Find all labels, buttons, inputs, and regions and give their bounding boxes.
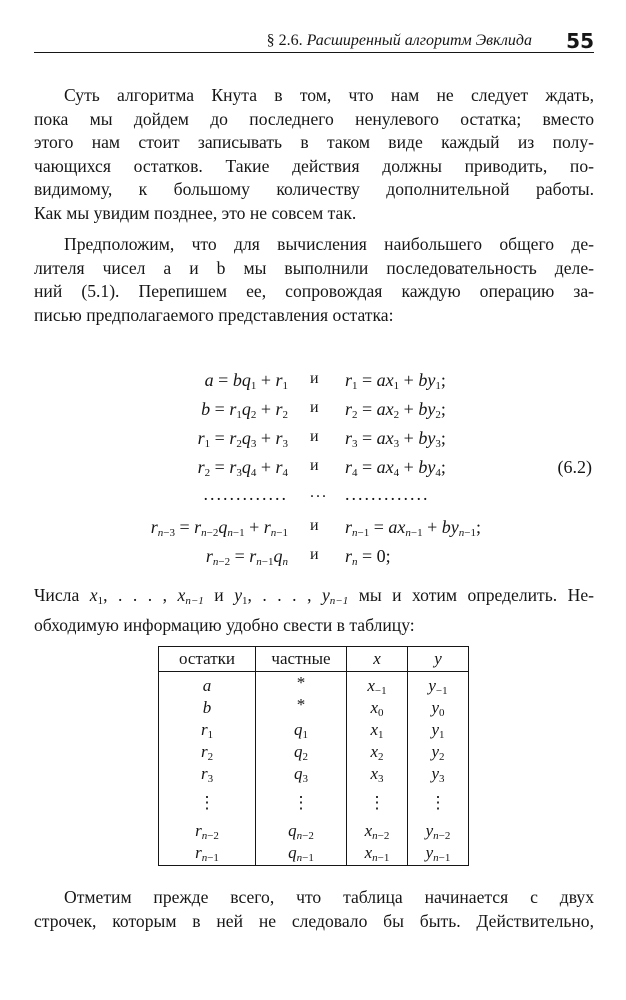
table-row bbox=[159, 697, 469, 719]
cell-vdots: ⋮ bbox=[347, 786, 408, 820]
equation-row bbox=[0, 399, 626, 425]
text-line: Предположим, что для вычисления наибольшего общего де- bbox=[64, 234, 594, 254]
equation-lhs: $b = r_1q_2 + r_2$ bbox=[201, 399, 288, 421]
text-line: Числа $x_1$, . . . , $x_{n-1}$ и $y_1$, . . . , $y_{n-1}$ мы и хотим определить. Не- bbox=[34, 585, 594, 607]
cell-star: * bbox=[256, 697, 347, 719]
text-line: пока мы дойдем до последнего ненулевого остатка; вместо bbox=[34, 108, 594, 129]
text-line: чающихся остатков. Такие действия должны приводить, по- bbox=[34, 155, 594, 176]
and-word: и bbox=[310, 399, 319, 416]
text-line: лителя чисел a и b мы выполнили последовательность деле- bbox=[34, 257, 594, 278]
page-number: 55 bbox=[566, 29, 594, 53]
table-header-row bbox=[159, 647, 469, 672]
equation-lhs: $a = bq_1 + r_1$ bbox=[204, 370, 288, 392]
equation-rhs: $r_2 = ax_2 + by_2$; bbox=[345, 399, 446, 421]
cell: $r_3$ bbox=[159, 764, 256, 786]
paragraph-4 bbox=[34, 886, 594, 933]
equation-rhs: $r_1 = ax_1 + by_1$; bbox=[345, 370, 446, 392]
table-row bbox=[159, 820, 469, 842]
equation-lhs: $r_1 = r_2q_3 + r_3$ bbox=[197, 428, 288, 450]
text-line: Суть алгоритма Кнута в том, что нам не следует ждать, bbox=[64, 85, 594, 105]
table-row bbox=[159, 672, 469, 698]
cell: $y_1$ bbox=[408, 719, 469, 741]
table-row bbox=[159, 719, 469, 741]
cell: $x_1$ bbox=[347, 719, 408, 741]
header-rule bbox=[34, 52, 594, 53]
text-fragment: и bbox=[214, 585, 224, 605]
cell: $y_{n-1}$ bbox=[408, 842, 469, 866]
text-line: ний (5.1). Перепишем ее, сопровождая каждую операцию за- bbox=[34, 281, 594, 302]
cell: b bbox=[159, 697, 256, 719]
cell: $y_3$ bbox=[408, 764, 469, 786]
cell: $x_0$ bbox=[347, 697, 408, 719]
equation-row bbox=[0, 428, 626, 454]
text-fragment: мы и хотим определить. Не- bbox=[358, 585, 594, 605]
cell: $q_3$ bbox=[256, 764, 347, 786]
equation-row bbox=[0, 546, 626, 572]
text-line: обходимую информацию удобно свести в таблицу: bbox=[34, 614, 415, 635]
cell: $x_{-1}$ bbox=[347, 672, 408, 698]
table-row bbox=[159, 842, 469, 866]
equation-rhs: $r_n = 0$; bbox=[345, 546, 391, 568]
cell: $y_0$ bbox=[408, 697, 469, 719]
equation-lhs: $r_{n-3} = r_{n-2}q_{n-1} + r_{n-1}$ bbox=[150, 517, 288, 539]
equation-row bbox=[0, 517, 626, 543]
cell-star: * bbox=[256, 672, 347, 698]
cell: $q_2$ bbox=[256, 742, 347, 764]
section-title: Расширенный алгоритм Эвклида bbox=[306, 32, 532, 49]
cell: $r_{n-2}$ bbox=[159, 820, 256, 842]
equation-lhs: $r_2 = r_3q_4 + r_4$ bbox=[197, 457, 288, 479]
cell: $q_{n-2}$ bbox=[256, 820, 347, 842]
cell: $y_{-1}$ bbox=[408, 672, 469, 698]
cell: $x_{n-1}$ bbox=[347, 842, 408, 866]
cell: $r_{n-1}$ bbox=[159, 842, 256, 866]
cell-vdots: ⋮ bbox=[159, 786, 256, 820]
cell: $x_{n-2}$ bbox=[347, 820, 408, 842]
equation-rhs: $r_3 = ax_3 + by_3$; bbox=[345, 428, 446, 450]
cell-vdots: ⋮ bbox=[408, 786, 469, 820]
text-line: Отметим прежде всего, что таблица начинается с двух bbox=[64, 887, 594, 907]
cell: $q_{n-1}$ bbox=[256, 842, 347, 866]
and-word: и bbox=[310, 428, 319, 445]
and-word: и bbox=[310, 370, 319, 387]
text-line: писью предполагаемого представления остатка: bbox=[34, 304, 394, 325]
header-remainders: остатки bbox=[159, 647, 256, 672]
equation-dots-row bbox=[0, 484, 626, 510]
table-row bbox=[159, 742, 469, 764]
header-x: x bbox=[347, 647, 408, 672]
equation-row bbox=[0, 370, 626, 396]
equation-row bbox=[0, 457, 626, 483]
table-row bbox=[159, 764, 469, 786]
and-word: и bbox=[310, 546, 319, 563]
dots-right: ............. bbox=[345, 484, 430, 504]
equation-label: (6.2) bbox=[557, 457, 592, 477]
cell: $r_2$ bbox=[159, 742, 256, 764]
cell: $q_1$ bbox=[256, 719, 347, 741]
dots-mid: ... bbox=[310, 484, 328, 501]
cell: $x_3$ bbox=[347, 764, 408, 786]
text-line: строчек, которым в ней не следовало бы быть. Действительно, bbox=[34, 910, 594, 931]
section-heading bbox=[267, 32, 532, 50]
paragraph-3 bbox=[34, 584, 594, 637]
text-fragment: Числа bbox=[34, 585, 80, 605]
table-row-vdots bbox=[159, 786, 469, 820]
text-line: видимому, к большому количеству дополнительной работы. bbox=[34, 179, 594, 200]
and-word: и bbox=[310, 517, 319, 534]
header-quotients: частные bbox=[256, 647, 347, 672]
section-number: § 2.6. bbox=[266, 32, 303, 49]
text-line: Как мы увидим позднее, это не совсем так. bbox=[34, 202, 357, 223]
cell: $y_2$ bbox=[408, 742, 469, 764]
cell: $y_{n-2}$ bbox=[408, 820, 469, 842]
dots-left: ............. bbox=[203, 484, 288, 504]
equation-lhs: $r_{n-2} = r_{n-1}q_n$ bbox=[205, 546, 288, 568]
and-word: и bbox=[310, 457, 319, 474]
equation-rhs: $r_{n-1} = ax_{n-1} + by_{n-1}$; bbox=[345, 517, 481, 539]
cell: $r_1$ bbox=[159, 719, 256, 741]
text-line: этого нам стоит записывать в таком виде каждый из полу- bbox=[34, 132, 594, 153]
running-header bbox=[34, 30, 594, 52]
cell-vdots: ⋮ bbox=[256, 786, 347, 820]
paragraph-2 bbox=[34, 233, 594, 327]
equation-rhs: $r_4 = ax_4 + by_4$; bbox=[345, 457, 446, 479]
cell: a bbox=[159, 672, 256, 698]
cell: $x_2$ bbox=[347, 742, 408, 764]
paragraph-1 bbox=[34, 84, 594, 226]
header-y: y bbox=[408, 647, 469, 672]
remainders-table bbox=[158, 646, 469, 866]
